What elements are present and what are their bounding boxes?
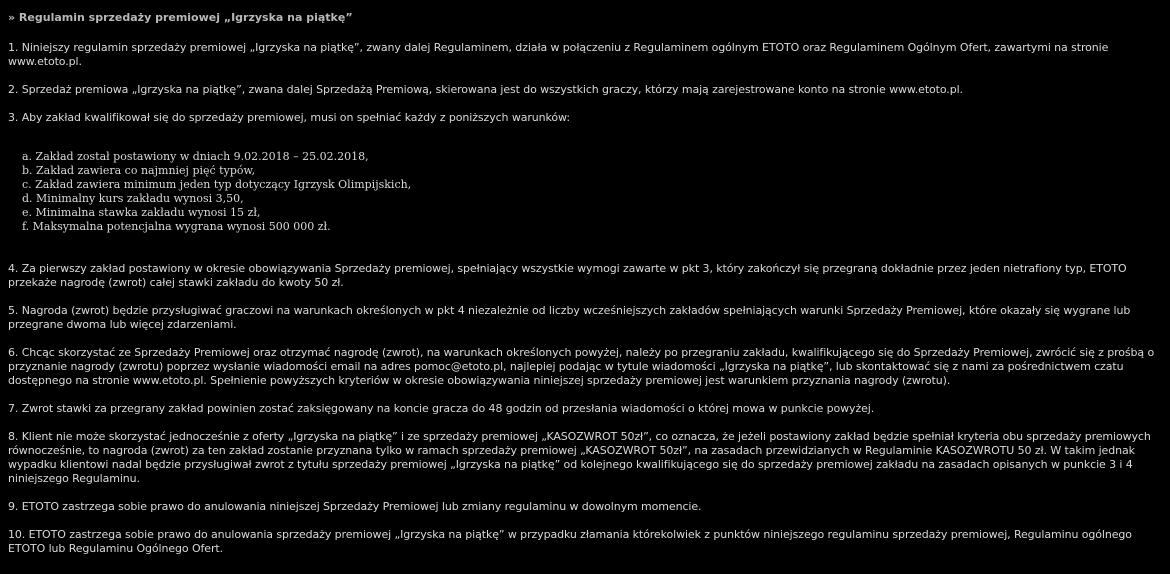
paragraph-3: 3. Aby zakład kwalifikował się do sprzedaży premiowej, musi on spełniać każdy z poniższych warunków: <box>8 111 570 124</box>
conditions-list <box>22 150 1162 234</box>
paragraph-1: 1. Niniejszy regulamin sprzedaży premiowej „Igrzyska na piątkę”, zwany dalej Regulaminem, działa w połączeniu z Regulaminem ogólnym ETOTO oraz Regulaminem Ogólnym Ofert, zawartymi na stronie www.etoto.pl. <box>8 41 1109 68</box>
document-title: » Regulamin sprzedaży premiowej „Igrzyska na piątkę” <box>8 11 353 24</box>
paragraph-5: 5. Nagroda (zwrot) będzie przysługiwać graczowi na warunkach określonych w pkt 4 niezależnie od liczby wcześniejszych zakładów spełniających warunki Sprzedaży Premiowej, które okazały się wygrane lub przegrane dwoma lub więcej zdarzeniami. <box>8 304 1131 331</box>
paragraph-9: 9. ETOTO zastrzega sobie prawo do anulowania niniejszej Sprzedaży Premiowej lub zmiany regulaminu w dowolnym momencie. <box>8 500 702 513</box>
paragraph-6: 6. Chcąc skorzystać ze Sprzedaży Premiowej oraz otrzymać nagrodę (zwrot), na warunkach określonych powyżej, należy po przegraniu zakładu, kwalifikującego się do Sprzedaży Premiowej, zwrócić się z prośbą o przyznanie nagrody (zwrotu) poprzez wysłanie wiadomości email na adres pomoc@etoto.pl, najlepiej podając w tytule wiadomości „Igrzyska na piątkę”, lub skontaktować się z nami za pośrednictwem czatu dostępnego na stronie www.etoto.pl. Spełnienie powyższych kryteriów w okresie obowiązywania niniejszej sprzedaży premiowej jest warunkiem przyznania nagrody (zwrotu). <box>8 346 1155 387</box>
paragraph-2: 2. Sprzedaż premiowa „Igrzyska na piątkę”, zwana dalej Sprzedażą Premiową, skierowana jest do wszystkich graczy, którzy mają zarejestrowane konto na stronie www.etoto.pl. <box>8 83 963 96</box>
paragraph-7: 7. Zwrot stawki za przegrany zakład powinien zostać zaksięgowany na koncie gracza do 48 godzin od przesłania wiadomości o której mowa w punkcie powyżej. <box>8 402 875 415</box>
paragraph-4: 4. Za pierwszy zakład postawiony w okresie obowiązywania Sprzedaży premiowej, spełniający wszystkie wymogi zawarte w pkt 3, który zakończył się przegraną dokładnie przez jeden nietrafiony typ, ETOTO przekaże nagrodę (zwrot) całej stawki zakładu do kwoty 50 zł. <box>8 262 1127 289</box>
condition-f: f. Maksymalna potencjalna wygrana wynosi 500 000 zł. <box>22 220 331 233</box>
condition-a: a. Zakład został postawiony w dniach 9.02.2018 – 25.02.2018, <box>22 150 369 163</box>
paragraph-8: 8. Klient nie może skorzystać jednocześnie z oferty „Igrzyska na piątkę” i ze sprzedaży premiowej „KASOZWROT 50zł”, co oznacza, że jeżeli postawiony zakład będzie spełniał kryteria obu sprzedaży premiowych równocześnie, to nagroda (zwrot) za ten zakład zostanie przyznana tylko w ramach sprzedaży premiowej „KASOZWROT 50zł”, na zasadach przewidzianych w Regulaminie KASOZWROTU 50 zł. W takim jednak wypadku klientowi nadal będzie przysługiwał zwrot z tytułu sprzedaży premiowej „Igrzyska na piątkę” od kolejnego kwalifikującego się do sprzedaży premiowej zakładu na zasadach opisanych w punkcie 3 i 4 niniejszego Regulaminu. <box>8 430 1151 485</box>
paragraph-10: 10. ETOTO zastrzega sobie prawo do anulowania sprzedaży premiowej „Igrzyska na piątkę” w przypadku złamania którekolwiek z punktów niniejszego regulaminu sprzedaży premiowej, Regulaminu ogólnego ETOTO lub Regulaminu Ogólnego Ofert. <box>8 528 1132 555</box>
condition-b: b. Zakład zawiera co najmniej pięć typów, <box>22 164 256 177</box>
condition-c: c. Zakład zawiera minimum jeden typ dotyczący Igrzysk Olimpijskich, <box>22 178 412 191</box>
condition-e: e. Minimalna stawka zakładu wynosi 15 zł, <box>22 206 261 219</box>
condition-d: d. Minimalny kurs zakładu wynosi 3,50, <box>22 192 244 205</box>
